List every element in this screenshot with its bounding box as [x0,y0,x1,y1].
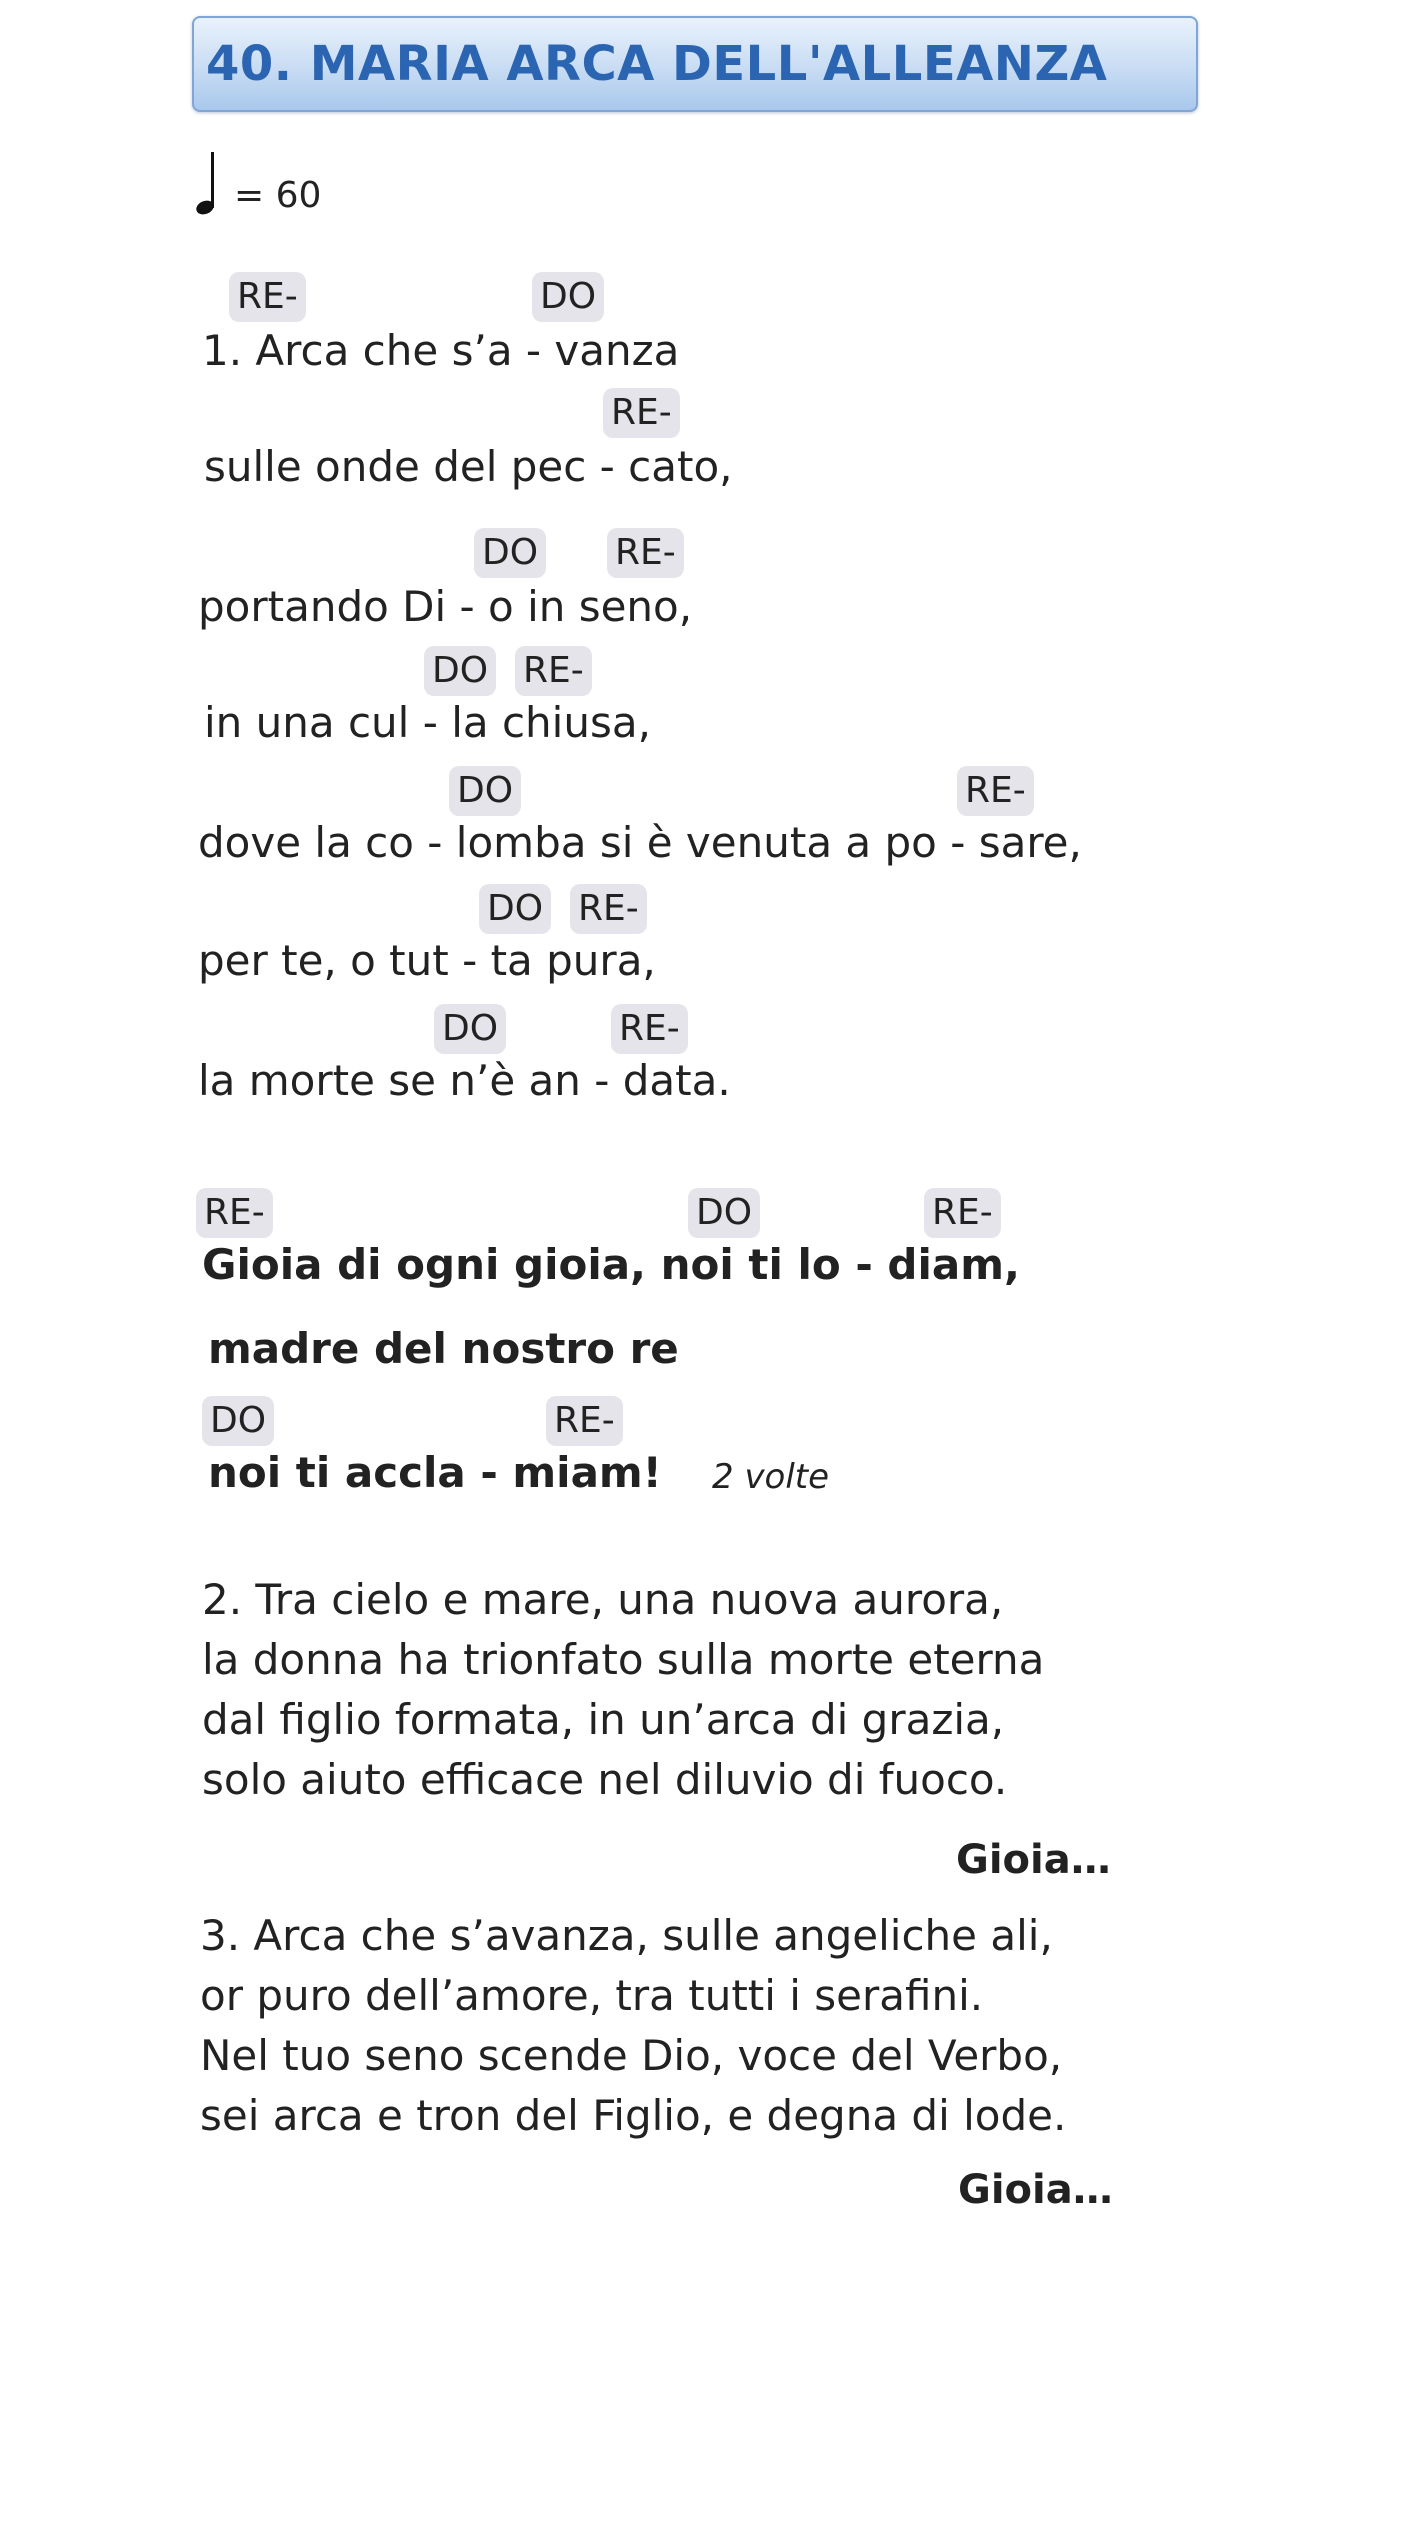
quarter-note-icon [196,152,222,220]
verse-line: solo aiuto efficace nel diluvio di fuoco. [202,1755,1008,1804]
verse-3 [200,1906,1066,2146]
chord: RE- [957,766,1034,816]
chord: RE- [570,884,647,934]
chord: DO [474,528,546,578]
refrain-line: madre del nostro re [208,1324,679,1373]
verse-line: dal figlio formata, in un’arca di grazia, [202,1695,1005,1744]
refrain-reference: Gioia… [956,1837,1111,1883]
verse-line: 2. Tra cielo e mare, una nuova aurora, [202,1575,1004,1624]
chord: RE- [603,388,680,438]
chord: RE- [229,272,306,322]
lyric-line: portando Di - o in seno, [198,582,693,631]
chord: DO [424,646,496,696]
chord: RE- [611,1004,688,1054]
chord: RE- [607,528,684,578]
refrain-line: noi ti accla - miam! [208,1448,662,1497]
chord: RE- [924,1188,1001,1238]
verse-line: Nel tuo seno scende Dio, voce del Verbo, [200,2031,1063,2080]
lyric-line: dove la co - lomba si è venuta a po - sare, [198,818,1082,867]
refrain-line: Gioia di ogni gioia, noi ti lo - diam, [202,1240,1020,1289]
chord: DO [688,1188,760,1238]
song-title: 40. MARIA ARCA DELL'ALLEANZA [206,36,1108,92]
chord: RE- [515,646,592,696]
tempo-value: = 60 [234,175,322,216]
verse-line: or puro dell’amore, tra tutti i serafini. [200,1971,984,2020]
chord: RE- [546,1396,623,1446]
lyric-line: per te, o tut - ta pura, [198,936,656,985]
verse-line: sei arca e tron del Figlio, e degna di lode. [200,2091,1067,2140]
lyric-line: sulle onde del pec - cato, [204,442,733,491]
title-banner [192,16,1198,112]
chord: DO [202,1396,274,1446]
repeat-note: 2 volte [712,1457,830,1497]
lyric-line: 1. Arca che s’a - vanza [202,326,680,375]
chord: DO [532,272,604,322]
verse-2 [202,1570,1044,1810]
chord: DO [479,884,551,934]
chord: DO [434,1004,506,1054]
lyric-line: la morte se n’è an - data. [198,1056,731,1105]
chord: DO [449,766,521,816]
lyric-line: in una cul - la chiusa, [204,698,651,747]
refrain-reference: Gioia… [958,2167,1113,2213]
chord: RE- [196,1188,273,1238]
verse-line: 3. Arca che s’avanza, sulle angeliche ali, [200,1911,1053,1960]
tempo-marking [196,150,321,220]
verse-line: la donna ha trionfato sulla morte eterna [202,1635,1045,1684]
